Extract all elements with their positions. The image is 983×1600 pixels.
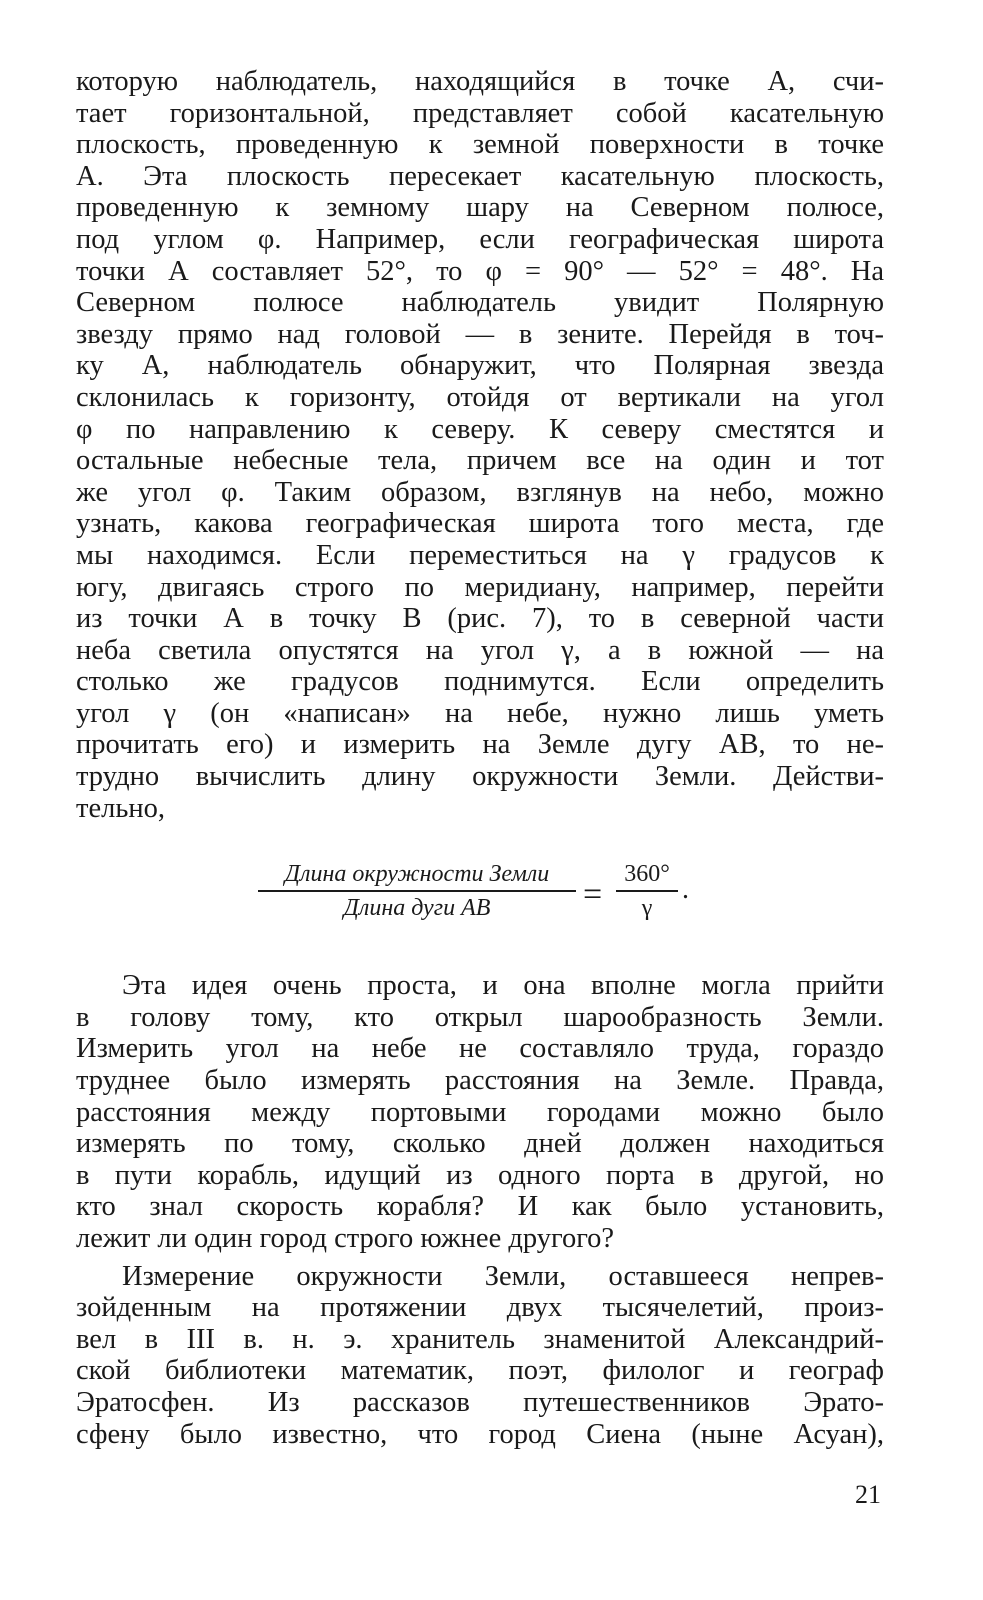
- text-line: из точки А в точку В (рис. 7), то в северной части: [76, 603, 884, 635]
- text-line: Измерение окружности Земли, оставшееся непрев-: [122, 1260, 884, 1292]
- text-line: зойденным на протяжении двух тысячелетий, произ-: [76, 1292, 884, 1324]
- text-line: звезду прямо над головой — в зените. Перейдя в точ-: [76, 318, 884, 350]
- paragraph-3: [76, 1261, 884, 1451]
- equals-sign: =: [583, 876, 603, 914]
- text-line: в голову тому, кто открыл шарообразность Земли.: [76, 1001, 884, 1033]
- text-line: Эратосфен. Из рассказов путешественников Эрато-: [76, 1386, 884, 1418]
- text-line: тает горизонтальной, представляет собой касательную: [76, 97, 884, 129]
- text-line: Измерить угол на небе не составляло труда, гораздо: [76, 1033, 884, 1065]
- formula-right-fraction: [616, 860, 678, 922]
- text-line: φ по направлению к северу. К северу сместятся и: [76, 413, 884, 445]
- text-line: склонилась к горизонту, отойдя от вертикали на угол: [76, 381, 884, 413]
- text-line: же угол φ. Таким образом, взглянув на небо, можно: [76, 476, 884, 508]
- paragraph-2: [76, 970, 884, 1254]
- text-line: Северном полюсе наблюдатель увидит Полярную: [76, 287, 884, 319]
- text-line: точки А составляет 52°, то φ = 90° — 52° = 48°. На: [76, 255, 884, 287]
- text-line: А. Эта плоскость пересекает касательную плоскость,: [76, 160, 884, 192]
- formula-left-numerator: Длина окружности Земли: [284, 861, 550, 888]
- formula-period: .: [682, 874, 689, 906]
- text-line: мы находимся. Если переместиться на γ градусов к: [76, 539, 884, 571]
- text-line: остальные небесные тела, причем все на один и тот: [76, 445, 884, 477]
- text-line: прочитать его) и измерить на Земле дугу АВ, то не-: [76, 729, 884, 761]
- text-line: югу, двигаясь строго по меридиану, например, перейти: [76, 571, 884, 603]
- text-line: ку А, наблюдатель обнаружит, что Полярная звезда: [76, 350, 884, 382]
- formula-left-denominator: Длина дуги АВ: [343, 895, 491, 922]
- formula: [76, 860, 884, 942]
- text-line: лежит ли один город строго южнее другого?: [76, 1223, 615, 1254]
- text-line: в пути корабль, идущий из одного порта в другой, но: [76, 1159, 884, 1191]
- text-line: узнать, какова географическая широта того места, где: [76, 508, 884, 540]
- book-page: [76, 66, 884, 1450]
- text-line: кто знал скорость корабля? И как было установить,: [76, 1191, 884, 1223]
- paragraph-1: [76, 66, 884, 824]
- text-line: проведенную к земному шару на Северном полюсе,: [76, 192, 884, 224]
- formula-right-denominator: γ: [641, 895, 653, 922]
- text-line: тельно,: [76, 792, 165, 824]
- page-number: 21: [855, 1480, 881, 1509]
- fraction-bar: [616, 890, 678, 892]
- text-line: расстояния между портовыми городами можно было: [76, 1096, 884, 1128]
- formula-right-numerator: 360°: [624, 861, 670, 888]
- text-line: ской библиотеки математик, поэт, филолог и географ: [76, 1355, 884, 1387]
- text-line: плоскость, проведенную к земной поверхности в точке: [76, 129, 884, 161]
- text-line: под углом φ. Например, если географическая широта: [76, 223, 884, 255]
- text-line: сфену было известно, что город Сиена (ныне Асуан),: [76, 1418, 884, 1450]
- text-line: которую наблюдатель, находящийся в точке А, счи-: [76, 66, 884, 97]
- text-line: измерять по тому, сколько дней должен находиться: [76, 1128, 884, 1160]
- formula-left-fraction: [258, 860, 576, 922]
- text-line: Эта идея очень проста, и она вполне могла прийти: [122, 970, 884, 1002]
- text-line: неба светила опустятся на угол γ, а в южной — на: [76, 634, 884, 666]
- text-line: столько же градусов поднимутся. Если определить: [76, 666, 884, 698]
- fraction-bar: [258, 890, 576, 892]
- text-line: вел в III в. н. э. хранитель знаменитой Александрий-: [76, 1323, 884, 1355]
- text-line: труднее было измерять расстояния на Земле. Правда,: [76, 1065, 884, 1097]
- text-line: угол γ (он «написан» на небе, нужно лишь уметь: [76, 697, 884, 729]
- text-line: трудно вычислить длину окружности Земли. Действи-: [76, 761, 884, 793]
